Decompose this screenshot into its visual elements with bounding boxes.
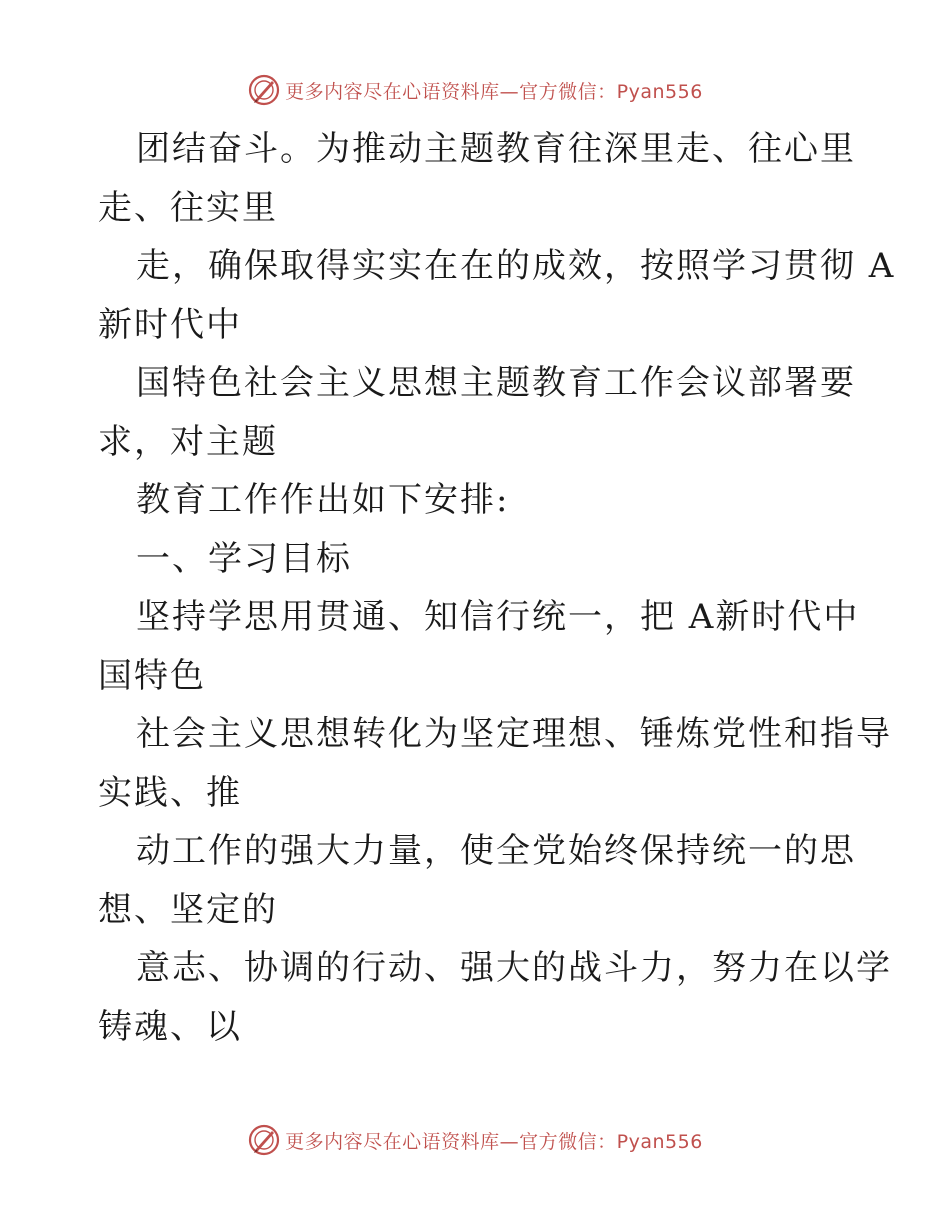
text-line: 教育工作作出如下安排: — [136, 480, 510, 520]
text-line: 新时代中 — [98, 304, 242, 345]
pen-seal-logo-icon — [247, 73, 281, 107]
pen-seal-logo-icon — [247, 1123, 281, 1157]
text-line: 求，对主题 — [98, 421, 278, 462]
section-heading: 一、学习目标 — [136, 538, 352, 579]
text-line: 走、往实里 — [98, 187, 278, 228]
text-line: 动工作的强大力量，使全党始终保持统一的思 — [136, 831, 856, 871]
text-line: 意志、协调的行动、强大的战斗力，努力在以学 — [136, 948, 892, 988]
header-banner — [0, 70, 950, 110]
text-line: 坚持学思用贯通、知信行统一，把 A新时代中 — [136, 597, 860, 637]
text-line: 国特色社会主义思想主题教育工作会议部署要 — [136, 363, 856, 403]
header-banner-text: 更多内容尽在心语资料库—官方微信：Pyan556 — [285, 80, 703, 103]
footer-banner — [0, 1120, 950, 1160]
text-line: 实践、推 — [98, 772, 242, 813]
text-line: 想、坚定的 — [98, 889, 278, 930]
text-line: 社会主义思想转化为坚定理想、锤炼党性和指导 — [136, 714, 892, 754]
text-line: 国特色 — [98, 655, 206, 696]
text-line: 团结奋斗。为推动主题教育往深里走、往心里 — [136, 129, 856, 169]
text-line: 铸魂、以 — [98, 1006, 242, 1047]
document-body — [98, 120, 896, 1056]
text-line: 走，确保取得实实在在的成效，按照学习贯彻 A — [136, 246, 896, 286]
footer-banner-text: 更多内容尽在心语资料库—官方微信：Pyan556 — [285, 1130, 703, 1153]
